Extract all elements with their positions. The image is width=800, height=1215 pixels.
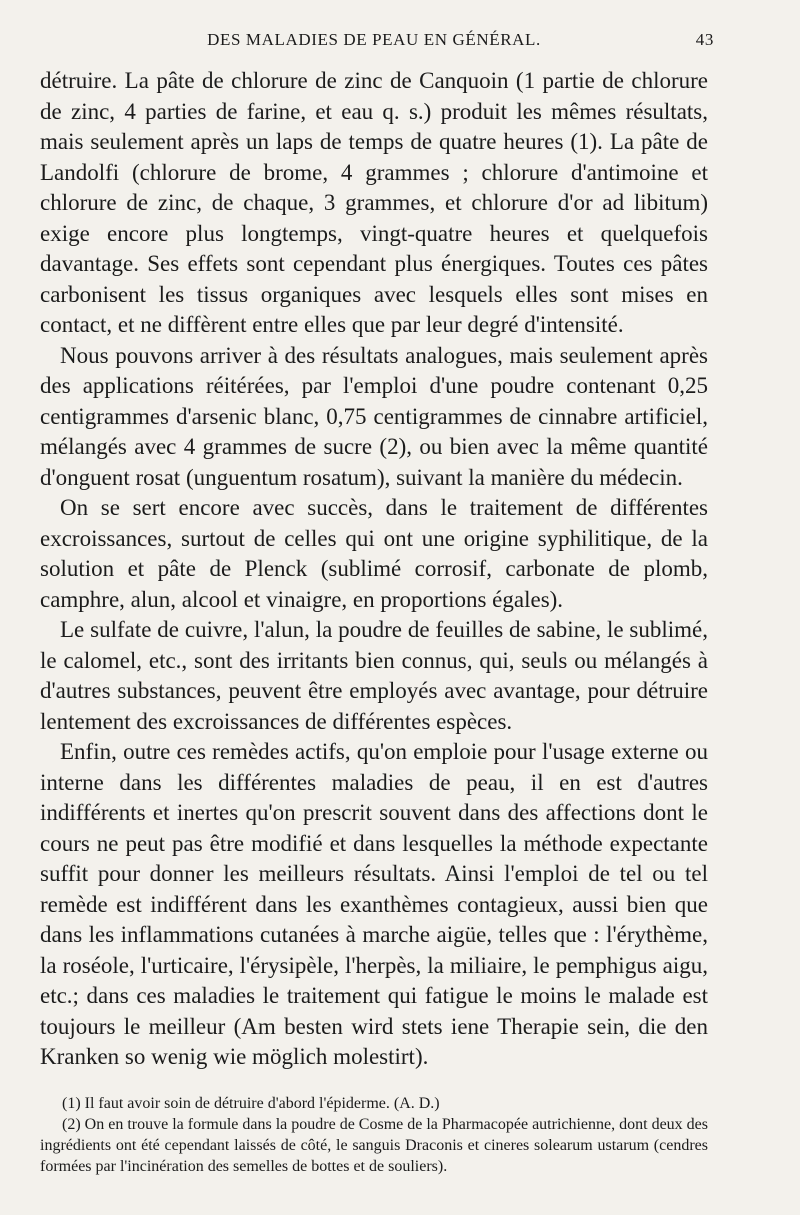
paragraph: Enfin, outre ces remèdes actifs, qu'on emploie pour l'usage externe ou interne dans les différentes maladies de peau, il en est d'autres indifférents et inertes qu'on prescrit souvent dans des affections dont le cours ne peut pas être modifié et dans lesquelles la méthode expectante suffit pour donner les meilleurs résultats. Ainsi l'emploi de tel ou tel remède est indifférent dans les exanthèmes contagieux, aussi bien que dans les inflammations cutanées à marche aigüe, telles que : l'érythème, la roséole, l'urticaire, l'érysipèle, l'herpès, la miliaire, le pemphigus aigu, etc.; dans ces maladies le traitement qui fatigue le moins le malade est toujours le meilleur (Am besten wird stets iene Therapie sein, die den Kranken so wenig wie möglich molestirt). [40, 739, 708, 1069]
page-number: 43 [695, 30, 714, 49]
paragraph: détruire. La pâte de chlorure de zinc de Canquoin (1 partie de chlorure de zinc, 4 parties de farine, et eau q. s.) produit les mêmes résultats, mais seulement après un laps de temps de quatre heures (1). La pâte de Landolfi (chlorure de brome, 4 grammes ; chlorure d'antimoine et chlorure de zinc, de chaque, 3 grammes, et chlorure d'or ad libitum) exige encore plus longtemps, vingt-quatre heures et quelquefois davantage. Ses effets sont cependant plus énergiques. Toutes ces pâtes carbonisent les tissus organiques avec lesquels elles sont mises en contact, et ne diffèrent entre elles que par leur degré d'intensité. [40, 68, 708, 337]
footnote: (1) Il faut avoir soin de détruire d'abord l'épiderme. (A. D.) [62, 1095, 440, 1112]
body-text [40, 66, 708, 1073]
paragraph: Nous pouvons arriver à des résultats analogues, mais seulement après des applications réitérées, par l'emploi d'une poudre contenant 0,25 centigrammes d'arsenic blanc, 0,75 centigrammes de cinnabre artificiel, mélangés avec 4 grammes de sucre (2), ou bien avec la même quantité d'onguent rosat (unguentum rosatum), suivant la manière du médecin. [40, 342, 708, 490]
footnote: (2) On en trouve la formule dans la poudre de Cosme de la Pharmacopée autrichienne, dont deux des ingrédients ont été cependant laissés de côté, le sanguis Draconis et cineres solearum ustarum (cendres formées par l'incinération des semelles de bottes et de souliers). [40, 1116, 709, 1175]
running-title: DES MALADIES DE PEAU EN GÉNÉRAL. [207, 30, 541, 49]
running-head [40, 30, 714, 58]
paragraph: Le sulfate de cuivre, l'alun, la poudre de feuilles de sabine, le sublimé, le calomel, etc., sont des irritants bien connus, qui, seuls ou mélangés à d'autres substances, peuvent être employés avec avantage, pour détruire lentement des excroissances de différentes espèces. [40, 617, 708, 734]
paragraph: On se sert encore avec succès, dans le traitement de différentes excroissances, surtout de celles qui ont une origine syphilitique, de la solution et pâte de Plenck (sublimé corrosif, carbonate de plomb, camphre, alun, alcool et vinaigre, en proportions égales). [40, 495, 708, 612]
footnotes [40, 1093, 708, 1177]
